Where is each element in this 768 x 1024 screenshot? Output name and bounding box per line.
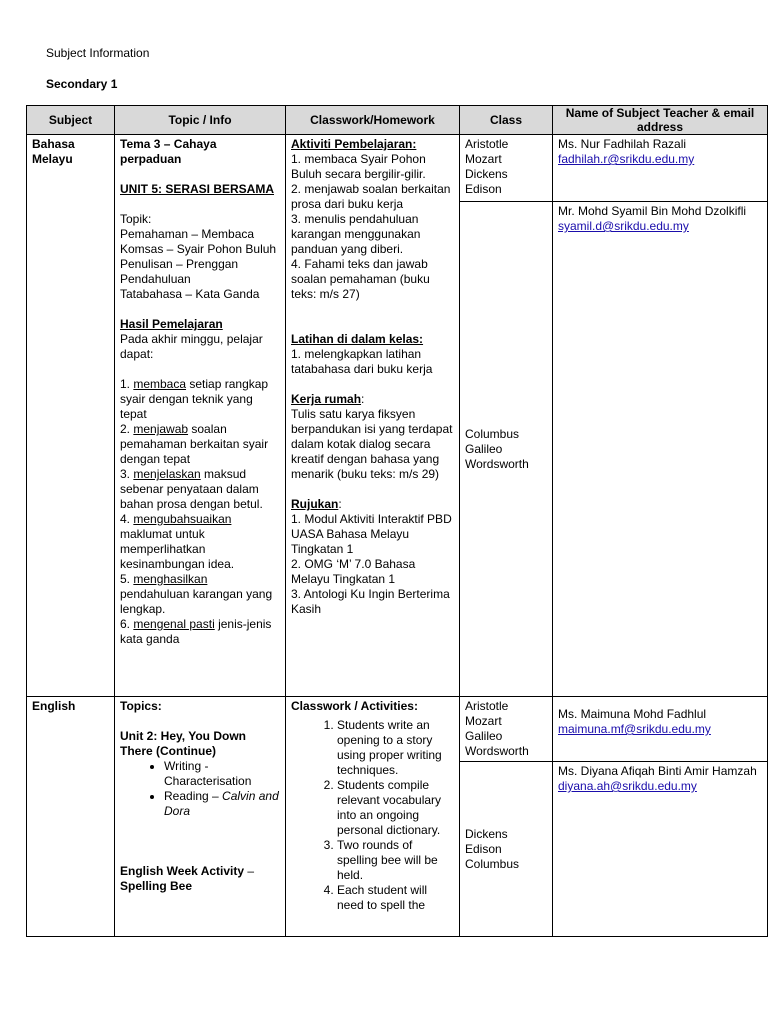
bm-kerja-heading: Kerja rumah: bbox=[291, 392, 365, 406]
bm-kerja-text: Tulis satu karya fiksyen berpandukan isi yang terdapat dalam kotak dialog secara kreatif dengan bahasa yang menarik (buku teks: m/s 29) bbox=[291, 407, 453, 481]
en-topics-label: Topics: bbox=[120, 699, 162, 713]
bm-teacher-2 bbox=[553, 202, 768, 697]
en-teacher-2 bbox=[553, 762, 768, 937]
list-item: 2. Students compile relevant vocabulary into an ongoing personal dictionary. bbox=[337, 778, 454, 838]
list-item: 4. Fahami teks dan jawab soalan pemahaman (buku teks: m/s 27) bbox=[291, 257, 430, 301]
teacher-name: Ms. Maimuna Mohd Fadhlul bbox=[558, 707, 707, 721]
bm-aktiviti-label: Aktiviti Pembelajaran: bbox=[291, 137, 417, 151]
level-heading: Secondary 1 bbox=[46, 77, 118, 91]
teacher-email-link[interactable]: fadhilah.r@srikdu.edu.my bbox=[558, 152, 695, 166]
table-row bbox=[27, 697, 768, 762]
list-item: • Writing - Characterisation bbox=[164, 759, 280, 789]
bm-hasil-intro: Pada akhir minggu, pelajar dapat: bbox=[120, 332, 263, 361]
en-topic-cell bbox=[115, 697, 286, 937]
list-item: 2. menjawab soalan berkaitan prosa dari buku kerja bbox=[291, 182, 451, 211]
en-topic-bullets bbox=[120, 759, 280, 819]
list-item: 3. Antologi Ku Ingin Berterima Kasih bbox=[291, 587, 450, 616]
subject-english: English bbox=[27, 697, 115, 937]
list-item: 4. mengubahsuaikan maklumat untuk memperlihatkan kesinambungan idea. bbox=[120, 512, 235, 571]
list-item: 1. membaca setiap rangkap syair dengan teknik yang tepat bbox=[120, 377, 269, 421]
bm-unit: UNIT 5: SERASI BERSAMA bbox=[120, 182, 275, 196]
bm-hasil-label: Hasil Pemelajaran bbox=[120, 317, 223, 331]
list-item: • Reading – Calvin and Dora bbox=[164, 789, 280, 819]
list-item: 1. membaca Syair Pohon Buluh secara bergilir-gilir. bbox=[291, 152, 426, 181]
header-class: Class bbox=[460, 106, 553, 135]
list-item: 2. menjawab soalan pemahaman berkaitan syair dengan tepat bbox=[120, 422, 269, 466]
teacher-email-link[interactable]: maimuna.mf@srikdu.edu.my bbox=[558, 722, 711, 736]
list-item: 2. OMG ‘M’ 7.0 Bahasa Melayu Tingkatan 1 bbox=[291, 557, 416, 586]
list-item: 3. menjelaskan maksud sebenar penyataan dalam bahan prosa dengan betul. bbox=[120, 467, 263, 511]
document-title: Subject Information bbox=[46, 46, 150, 60]
list-item: 1. Students write an opening to a story using proper writing techniques. bbox=[337, 718, 454, 778]
header-subject: Subject bbox=[27, 106, 115, 135]
list-item: 4. Each student will need to spell the bbox=[337, 883, 454, 913]
bm-rujukan-heading: Rujukan: bbox=[291, 497, 342, 511]
teacher-name: Ms. Diyana Afiqah Binti Amir Hamzah bbox=[558, 764, 757, 778]
header-topic: Topic / Info bbox=[115, 106, 286, 135]
list-item: 1. Modul Aktiviti Interaktif PBD UASA Bahasa Melayu Tingkatan 1 bbox=[291, 512, 452, 556]
header-classwork: Classwork/Homework bbox=[286, 106, 460, 135]
en-classwork-label: Classwork / Activities: bbox=[291, 699, 418, 713]
bm-latihan-label: Latihan di dalam kelas: bbox=[291, 332, 424, 346]
list-item: 6. mengenal pasti jenis-jenis kata ganda bbox=[120, 617, 272, 646]
teacher-email-link[interactable]: syamil.d@srikdu.edu.my bbox=[558, 219, 689, 233]
en-unit: Unit 2: Hey, You Down There (Continue) bbox=[120, 729, 247, 758]
list-item: 5. menghasilkan pendahuluan karangan yang lengkap. bbox=[120, 572, 273, 616]
subject-bahasa-melayu: Bahasa Melayu bbox=[27, 135, 115, 697]
bm-classes-2: Columbus Galileo Wordsworth bbox=[460, 202, 553, 697]
bm-topic-cell bbox=[115, 135, 286, 697]
table-row bbox=[27, 135, 768, 202]
list-item: Tatabahasa – Kata Ganda bbox=[120, 287, 260, 301]
header-teacher: Name of Subject Teacher & email address bbox=[553, 106, 768, 135]
en-teacher-1 bbox=[553, 697, 768, 762]
list-item: 3. menulis pendahuluan karangan menggunakan panduan yang diberi. bbox=[291, 212, 421, 256]
list-item: 3. Two rounds of spelling bee will be held. bbox=[337, 838, 454, 883]
list-item: Pemahaman – Membaca Komsas – Syair Pohon Buluh bbox=[120, 227, 277, 256]
teacher-name: Mr. Mohd Syamil Bin Mohd Dzolkifli bbox=[558, 204, 747, 218]
en-classes-2: Dickens Edison Columbus bbox=[460, 762, 553, 937]
en-classwork-cell bbox=[286, 697, 460, 937]
bm-classes-1: Aristotle Mozart Dickens Edison bbox=[460, 135, 553, 202]
teacher-email-link[interactable]: diyana.ah@srikdu.edu.my bbox=[558, 779, 697, 793]
bm-tema: Tema 3 – Cahaya perpaduan bbox=[120, 137, 217, 166]
en-week-activity: English Week Activity – Spelling Bee bbox=[120, 864, 255, 893]
table-header-row bbox=[27, 106, 768, 135]
bm-teacher-1 bbox=[553, 135, 768, 202]
list-item: Penulisan – Prenggan Pendahuluan bbox=[120, 257, 239, 286]
subject-table bbox=[26, 105, 768, 937]
en-classes-1: Aristotle Mozart Galileo Wordsworth bbox=[460, 697, 553, 762]
en-classwork-list bbox=[291, 718, 454, 913]
teacher-name: Ms. Nur Fadhilah Razali bbox=[558, 137, 687, 151]
bm-classwork-cell bbox=[286, 135, 460, 697]
list-item: 1. melengkapkan latihan tatabahasa dari buku kerja bbox=[291, 347, 433, 376]
bm-topik-label: Topik: bbox=[120, 212, 152, 226]
